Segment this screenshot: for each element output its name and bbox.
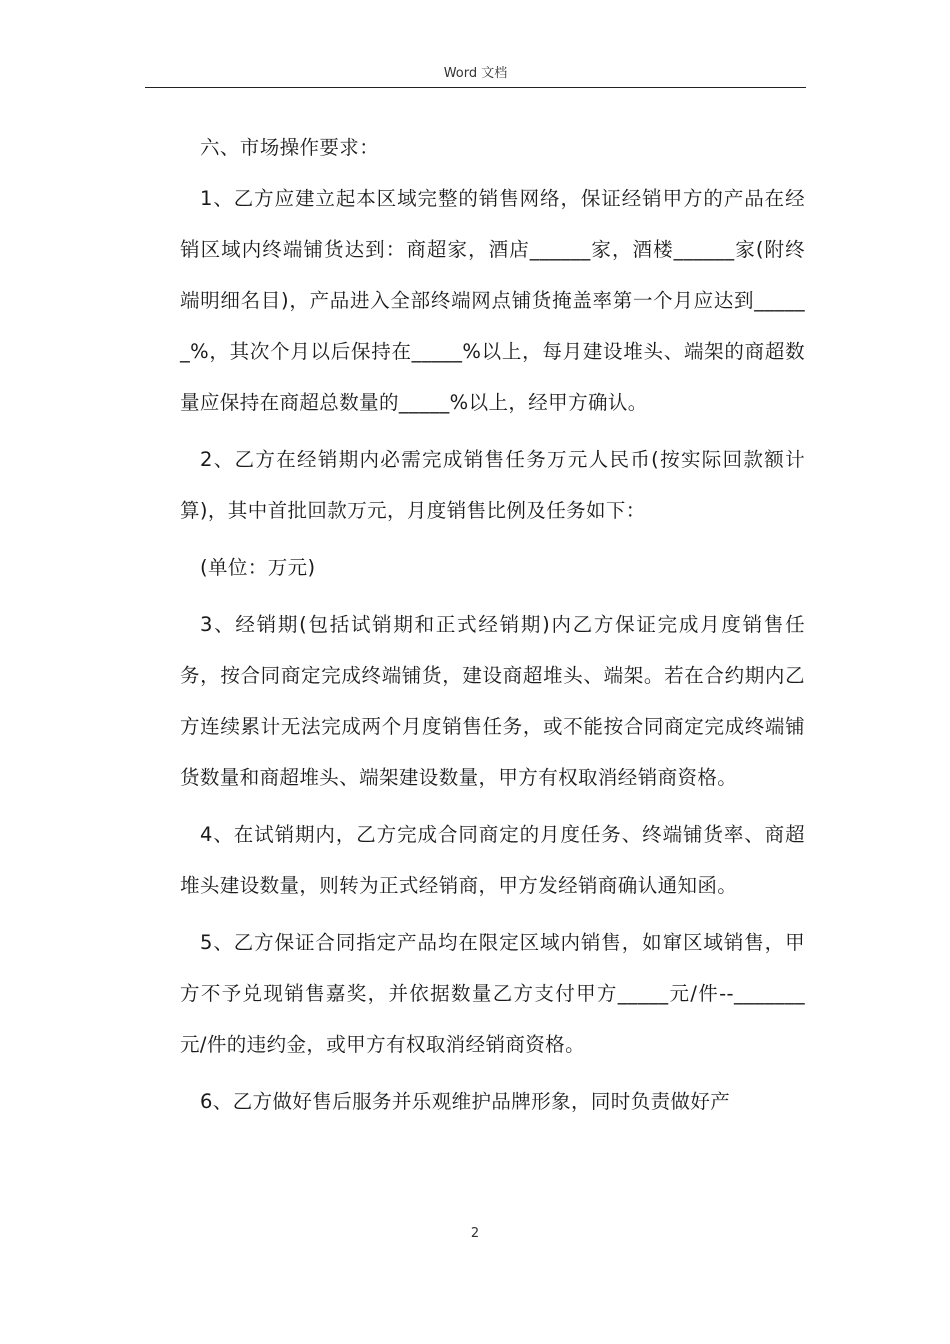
clause-6: 6、乙方做好售后服务并乐观维护品牌形象，同时负责做好产 xyxy=(200,1090,731,1113)
page-number: 2 xyxy=(470,1226,480,1241)
unit-note: (单位：万元) xyxy=(200,556,316,579)
clause-3: 3、经销期(包括试销期和正式经销期)内乙方保证完成月度销售任务，按合同商定完成终端铺货，建设商超堆头、端架。若在合约期内乙方连续累计无法完成两个月度销售任务，或不能按合同商定完成终端铺货数量和商超堆头、端架建设数量，甲方有权取消经销商资格。 xyxy=(180,613,805,789)
clause-1: 1、乙方应建立起本区域完整的销售网络，保证经销甲方的产品在经销区域内终端铺货达到：商超家，酒店______家，酒楼______家(附终端明细名目)，产品进入全部终端网点铺货掩盖率第一个月应达到______%，其次个月以后保持在_____%以上，每月建设堆头、端架的商超数量应保持在商超总数量的_____%以上，经甲方确认。 xyxy=(180,187,805,414)
clause-5: 5、乙方保证合同指定产品均在限定区域内销售，如窜区域销售，甲方不予兑现销售嘉奖，并依据数量乙方支付甲方_____元/件--_______元/件的违约金，或甲方有权取消经销商资格。 xyxy=(180,931,805,1056)
section-heading: 六、市场操作要求： xyxy=(200,136,380,159)
clause-4: 4、在试销期内，乙方完成合同商定的月度任务、终端铺货率、商超堆头建设数量，则转为正式经销商，甲方发经销商确认通知函。 xyxy=(180,823,805,897)
clause-2: 2、乙方在经销期内必需完成销售任务万元人民币(按实际回款额计算)，其中首批回款万元，月度销售比例及任务如下： xyxy=(180,448,805,522)
header-divider xyxy=(145,87,806,88)
page-header: Word 文档 xyxy=(443,66,508,81)
document-body xyxy=(180,122,805,1133)
